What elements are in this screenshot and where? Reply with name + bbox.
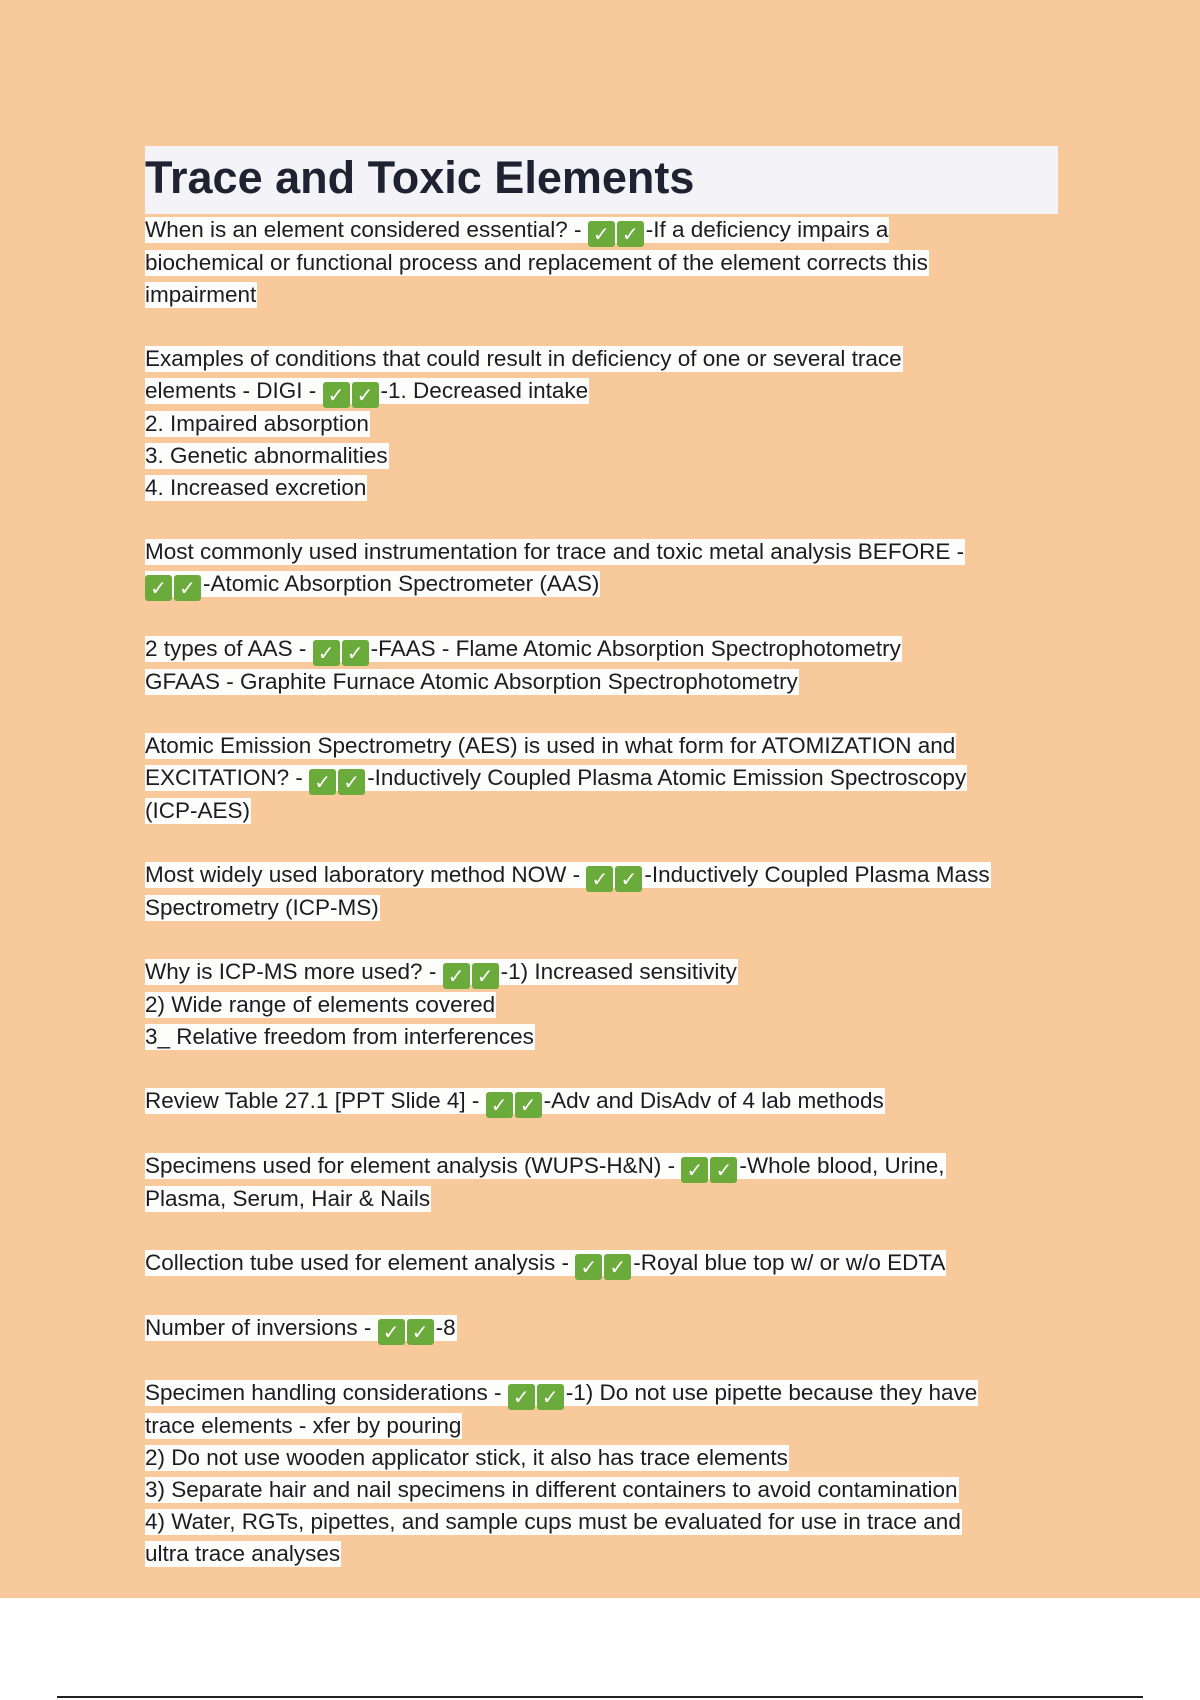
checkmark-icon: ✓ [537,1384,564,1410]
question-text: Why is ICP-MS more used? - [145,959,443,984]
answer-text: Spectrometry (ICP-MS) [145,895,379,920]
qa-text [145,378,589,407]
answer-text: trace elements - xfer by pouring [145,1413,462,1438]
qa-entry [145,1150,1060,1215]
title-banner [145,146,1058,214]
question-text: When is an element considered essential? - [145,217,588,242]
checkmark-icon: ✓ [617,221,644,247]
answer-text: 2) Wide range of elements covered [145,992,496,1017]
question-line [145,536,1060,568]
qa-entry [145,1312,1060,1345]
answer-text: -Whole blood, Urine, [739,1153,945,1178]
answer-line [145,408,1060,440]
checkmark-icon: ✓ [681,1157,708,1183]
checkmark-icon: ✓ [352,382,379,408]
qa-entry [145,1085,1060,1118]
answer-first-line [145,1247,1060,1280]
qa-text [145,571,600,600]
checkmark-icon: ✓ [604,1254,631,1280]
checkmark-icon: ✓ [575,1254,602,1280]
qa-text [145,217,889,246]
qa-text [145,1380,978,1409]
qa-text [145,765,967,794]
qa-list [145,214,1060,1570]
answer-text: 3. Genetic abnormalities [145,443,388,468]
answer-line [145,666,1060,698]
answer-line [145,440,1060,472]
qa-entry [145,730,1060,827]
qa-entry [145,633,1060,698]
answer-text: biochemical or functional process and replacement of the element corrects this [145,250,928,275]
answer-line [145,1474,1060,1506]
qa-text [145,636,902,665]
checkmark-icon: ✓ [309,769,336,795]
question-text: Review Table 27.1 [PPT Slide 4] - [145,1088,486,1113]
answer-line [145,1506,1060,1538]
question-text: Examples of conditions that could result in deficiency of one or several trace [145,346,902,371]
answer-line [145,1410,1060,1442]
checkmark-icon: ✓ [313,640,340,666]
answer-first-line [145,1085,1060,1118]
answer-text: -1) Do not use pipette because they have [565,1380,978,1405]
checkmark-icon: ✓ [588,221,615,247]
answer-text: -Adv and DisAdv of 4 lab methods [543,1088,884,1113]
checkmark-icon: ✓ [508,1384,535,1410]
question-line [145,730,1060,762]
answer-text: -8 [435,1315,456,1340]
answer-first-line [145,633,1060,666]
answer-text: 2. Impaired absorption [145,411,369,436]
document-body [145,146,1060,1602]
question-text: Specimen handling considerations - [145,1380,508,1405]
question-text: Specimens used for element analysis (WUPS-H&N) - [145,1153,682,1178]
answer-line [145,1538,1060,1570]
question-text: Atomic Emission Spectrometry (AES) is used in what form for ATOMIZATION and [145,733,956,758]
answer-line [145,1021,1060,1053]
answer-text: 3_ Relative freedom from interferences [145,1024,534,1049]
question-text: Most commonly used instrumentation for trace and toxic metal analysis BEFORE - [145,539,965,564]
checkmark-icon: ✓ [515,1092,542,1118]
answer-text: -Inductively Coupled Plasma Atomic Emission Spectroscopy [367,765,967,790]
answer-text: -Royal blue top w/ or w/o EDTA [633,1250,946,1275]
answer-text: -Atomic Absorption Spectrometer (AAS) [203,571,600,596]
answer-first-line [145,762,1060,795]
question-text: Collection tube used for element analysis - [145,1250,576,1275]
qa-entry [145,536,1060,601]
answer-text: -1) Increased sensitivity [500,959,737,984]
answer-first-line [145,568,1060,601]
answer-line [145,989,1060,1021]
qa-entry [145,956,1060,1053]
checkmark-icon: ✓ [472,963,499,989]
checkmark-icon: ✓ [323,382,350,408]
page-divider [57,1696,1143,1698]
answer-text: -FAAS - Flame Atomic Absorption Spectrophotometry [370,636,901,661]
qa-entry [145,343,1060,504]
qa-text [145,1088,885,1117]
question-line [145,343,1060,375]
checkmark-icon: ✓ [378,1319,405,1345]
answer-text: 4. Increased excretion [145,475,367,500]
answer-text: -1. Decreased intake [380,378,589,403]
answer-text: impairment [145,282,257,307]
answer-line [145,1442,1060,1474]
answer-first-line [145,859,1060,892]
qa-text [145,1153,946,1182]
checkmark-icon: ✓ [586,866,613,892]
answer-text: GFAAS - Graphite Furnace Atomic Absorption Spectrophotometry [145,669,798,694]
answer-first-line [145,1312,1060,1345]
checkmark-icon: ✓ [443,963,470,989]
qa-text [145,959,738,988]
answer-line [145,247,1060,279]
answer-first-line [145,214,1060,247]
answer-text: 2) Do not use wooden applicator stick, it also has trace elements [145,1445,788,1470]
qa-entry [145,1377,1060,1570]
question-text: Number of inversions - [145,1315,378,1340]
checkmark-icon: ✓ [342,640,369,666]
answer-first-line [145,956,1060,989]
checkmark-icon: ✓ [615,866,642,892]
checkmark-icon: ✓ [338,769,365,795]
question-text: 2 types of AAS - [145,636,313,661]
answer-line [145,892,1060,924]
question-text: Most widely used laboratory method NOW - [145,862,587,887]
answer-first-line [145,1377,1060,1410]
answer-line [145,1183,1060,1215]
checkmark-icon: ✓ [710,1157,737,1183]
answer-first-line [145,375,1060,408]
question-text: EXCITATION? - [145,765,310,790]
answer-line [145,279,1060,311]
qa-text [145,862,991,891]
qa-text [145,1315,457,1344]
checkmark-icon: ✓ [407,1319,434,1345]
answer-text: ultra trace analyses [145,1541,341,1566]
question-text: elements - DIGI - [145,378,323,403]
answer-line [145,472,1060,504]
qa-entry [145,859,1060,924]
answer-text: 4) Water, RGTs, pipettes, and sample cups must be evaluated for use in trace and [145,1509,961,1534]
answer-text: (ICP-AES) [145,798,251,823]
qa-text [145,1250,946,1279]
answer-line [145,795,1060,827]
page-title: Trace and Toxic Elements [145,152,695,203]
answer-text: 3) Separate hair and nail specimens in different containers to avoid contamination [145,1477,958,1502]
answer-text: Plasma, Serum, Hair & Nails [145,1186,431,1211]
qa-entry [145,214,1060,311]
checkmark-icon: ✓ [145,575,172,601]
checkmark-icon: ✓ [174,575,201,601]
answer-text: -If a deficiency impairs a [645,217,889,242]
answer-first-line [145,1150,1060,1183]
checkmark-icon: ✓ [486,1092,513,1118]
answer-text: -Inductively Coupled Plasma Mass [644,862,990,887]
qa-entry [145,1247,1060,1280]
